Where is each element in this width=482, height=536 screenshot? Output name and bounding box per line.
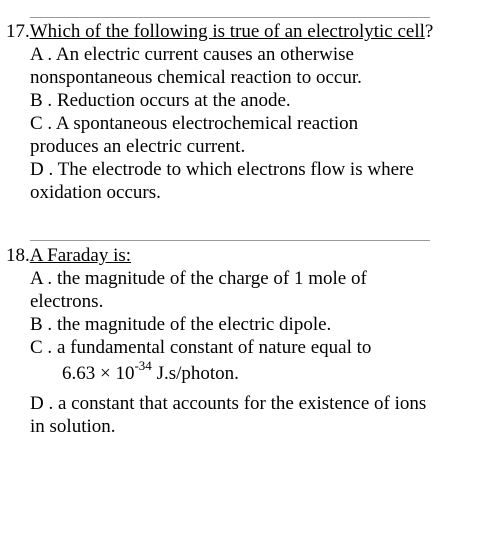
option-text: a fundamental constant of nature equal to: [56, 337, 372, 358]
option-a: [30, 267, 367, 313]
option-c: [30, 112, 358, 158]
question-text: Which of the following is true of an electrolytic cell: [29, 21, 425, 42]
option-text: An electric current causes an otherwise nonspontaneous chemical reaction to occur.: [30, 44, 362, 88]
option-a: [30, 43, 362, 89]
option-text: Reduction occurs at the anode.: [56, 90, 291, 111]
option-letter: B .: [30, 90, 53, 111]
option-letter: A .: [30, 44, 53, 65]
option-c-value: [62, 358, 239, 386]
separator-rule-middle: [30, 240, 430, 241]
option-letter: C .: [30, 113, 53, 134]
option-b: [30, 89, 291, 112]
option-text: a constant that accounts for the existence of ions in solution.: [30, 393, 427, 437]
option-letter: A .: [30, 268, 53, 289]
option-text: the magnitude of the electric dipole.: [56, 314, 332, 335]
question-stem: [6, 20, 433, 43]
option-d: [30, 392, 426, 438]
constant-exponent: -34: [134, 358, 152, 373]
option-letter: D .: [30, 393, 54, 414]
option-letter: D .: [30, 159, 54, 180]
question-text: A Faraday is:: [29, 245, 132, 266]
option-letter: C .: [30, 337, 53, 358]
option-text: The electrode to which electrons flow is where oxidation occurs.: [30, 159, 414, 203]
option-d: [30, 158, 414, 204]
option-c: [30, 336, 371, 359]
option-b: [30, 313, 331, 336]
option-letter: B .: [30, 314, 53, 335]
question-number: 17.: [6, 21, 30, 42]
constant-unit: J.s/photon.: [151, 363, 239, 384]
separator-rule-top: [30, 17, 430, 18]
question-text-tail: ?: [424, 21, 434, 42]
question-stem: [6, 244, 131, 267]
question-number: 18.: [6, 245, 30, 266]
option-text: A spontaneous electrochemical reaction produces an electric current.: [30, 113, 359, 157]
constant-value: 6.63 × 10: [62, 363, 135, 384]
option-text: the magnitude of the charge of 1 mole of electrons.: [30, 268, 367, 312]
